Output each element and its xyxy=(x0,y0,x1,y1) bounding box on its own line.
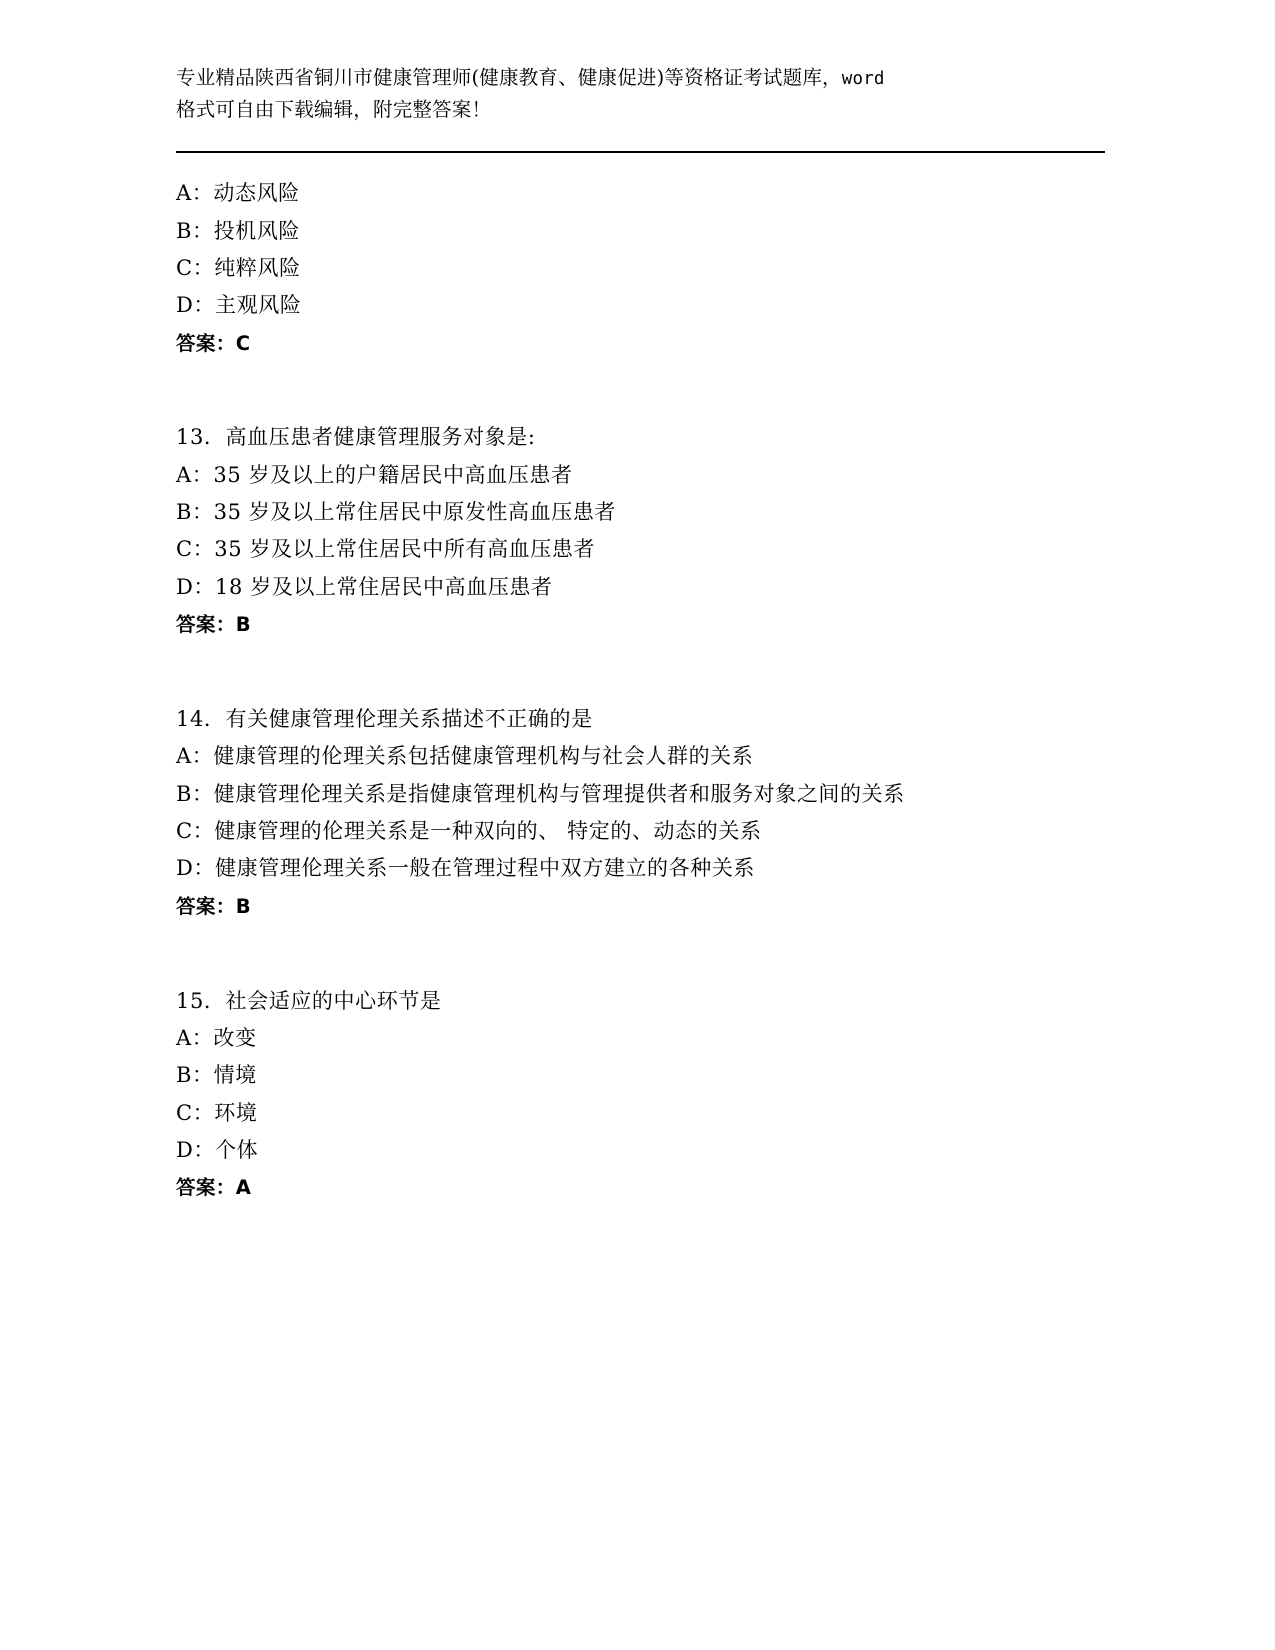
option-a: A：动态风险 xyxy=(176,181,300,206)
option-d: D：健康管理伦理关系一般在管理过程中双方建立的各种关系 xyxy=(176,856,756,881)
option-c: C：纯粹风险 xyxy=(176,255,301,280)
option-a: A：健康管理的伦理关系包括健康管理机构与社会人群的关系 xyxy=(176,744,754,769)
answer-line: 答案：C xyxy=(176,331,251,355)
option-a: A：35 岁及以上的户籍居民中高血压患者 xyxy=(176,462,573,487)
option-b: B：健康管理伦理关系是指健康管理机构与管理提供者和服务对象之间的关系 xyxy=(176,781,905,806)
question-block xyxy=(176,983,1105,1207)
option-c: C：健康管理的伦理关系是一种双向的、 特定的、动态的关系 xyxy=(176,819,762,844)
page-header-note xyxy=(176,62,1105,125)
question-block xyxy=(176,701,1105,925)
header-line2: 格式可自由下载编辑，附完整答案！ xyxy=(176,97,492,121)
question-block xyxy=(176,419,1105,643)
question-stem: 15．社会适应的中心环节是 xyxy=(176,988,442,1013)
answer-line: 答案：A xyxy=(176,1176,252,1200)
option-d: D：18 岁及以上常住居民中高血压患者 xyxy=(176,574,553,599)
option-b: B：35 岁及以上常住居民中原发性高血压患者 xyxy=(176,500,617,525)
option-d: D：主观风险 xyxy=(176,293,302,318)
question-block xyxy=(176,175,1105,361)
option-b: B：情境 xyxy=(176,1063,257,1088)
question-stem: 14．有关健康管理伦理关系描述不正确的是 xyxy=(176,706,593,731)
option-c: C：环境 xyxy=(176,1100,258,1125)
answer-line: 答案：B xyxy=(176,894,251,918)
option-c: C：35 岁及以上常住居民中所有高血压患者 xyxy=(176,537,596,562)
question-stem: 13．高血压患者健康管理服务对象是: xyxy=(176,425,536,450)
header-divider xyxy=(176,151,1105,153)
answer-line: 答案：B xyxy=(176,613,251,637)
header-line1-latin: word xyxy=(841,69,885,89)
option-a: A：改变 xyxy=(176,1025,257,1050)
header-line1-cn: 专业精品陕西省铜川市健康管理师(健康教育、健康促进)等资格证考试题库， xyxy=(176,66,842,89)
option-d: D：个体 xyxy=(176,1138,259,1163)
option-b: B：投机风险 xyxy=(176,218,301,243)
